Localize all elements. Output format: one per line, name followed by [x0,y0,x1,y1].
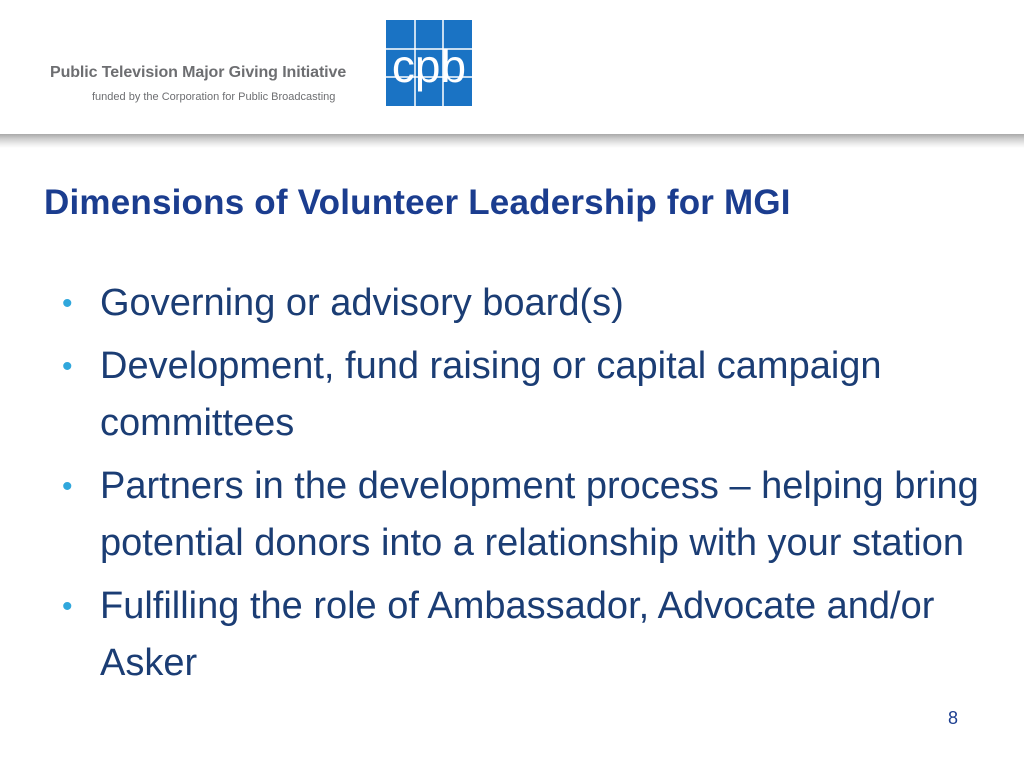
page-number: 8 [948,708,959,728]
bullet-item [62,458,982,572]
org-name: Public Television Major Giving Initiative [50,64,347,81]
bullet-list [62,275,982,698]
bullet-text: Fulfilling the role of Ambassador, Advocate and/or Asker [100,585,935,684]
bullet-text: Governing or advisory board(s) [100,282,624,324]
slide-title: Dimensions of Volunteer Leadership for MGI [44,183,791,222]
bullet-icon: • [62,287,73,320]
cpb-logo-mark [386,20,472,106]
header-band [0,0,1024,134]
bullet-item [62,275,982,332]
bullet-text: Development, fund raising or capital campaign committees [100,345,882,444]
cpb-logo-text: cpb [391,40,467,92]
org-subtitle: funded by the Corporation for Public Broadcasting [92,91,336,103]
bullet-icon: • [62,350,73,383]
bullet-icon: • [62,470,73,503]
bullet-icon: • [62,590,73,623]
header-divider [0,134,1024,148]
bullet-item [62,578,982,692]
bullet-text: Partners in the development process – helping bring potential donors into a relationship with your station [100,465,979,564]
cpb-logo [386,20,472,106]
bullet-item [62,338,982,452]
